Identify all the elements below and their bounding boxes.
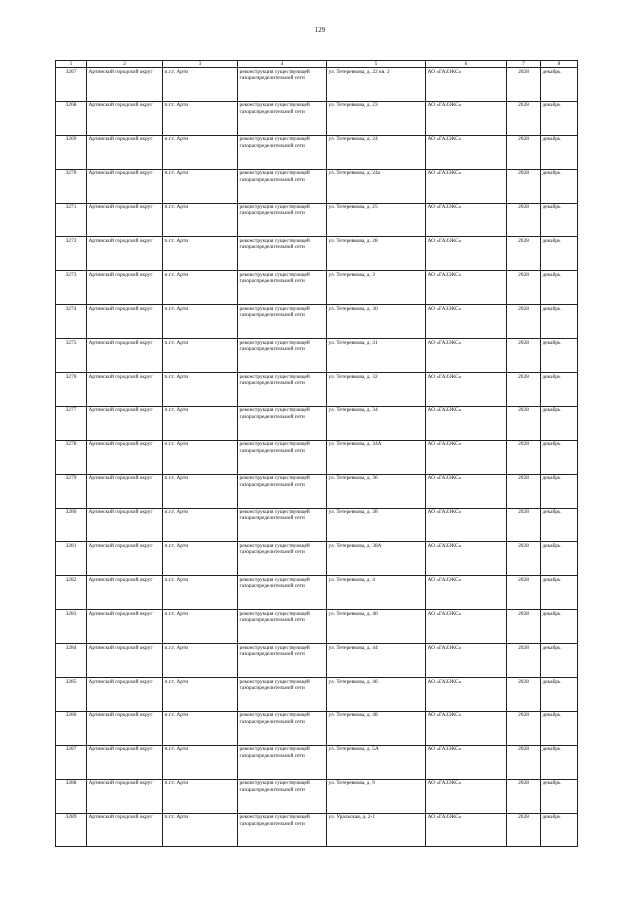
year-cell: 2028 bbox=[507, 779, 541, 813]
year-cell: 2028 bbox=[507, 68, 541, 102]
month-cell: декабрь bbox=[541, 305, 578, 339]
address-cell: ул. Тетеревкова, д. 3 bbox=[327, 271, 426, 305]
work-type-cell: реконструкция существующей газораспределительной сети bbox=[238, 169, 327, 203]
column-header: 1 bbox=[56, 61, 87, 68]
month-cell: декабрь bbox=[541, 542, 578, 576]
locality-cell: п.г.т. Арти bbox=[163, 339, 238, 373]
work-type-cell: реконструкция существующей газораспределительной сети bbox=[238, 779, 327, 813]
address-cell: ул. Тетеревкова, д. 4 bbox=[327, 576, 426, 610]
district-cell: Артинский городской округ bbox=[87, 644, 163, 678]
work-type-cell: реконструкция существующей газораспределительной сети bbox=[238, 576, 327, 610]
district-cell: Артинский городской округ bbox=[87, 169, 163, 203]
organization-cell: АО «ГАЗЭКС» bbox=[426, 576, 507, 610]
district-cell: Артинский городской округ bbox=[87, 711, 163, 745]
month-cell: декабрь bbox=[541, 813, 578, 847]
district-cell: Артинский городской округ bbox=[87, 339, 163, 373]
locality-cell: п.г.т. Арти bbox=[163, 68, 238, 102]
work-type-cell: реконструкция существующей газораспределительной сети bbox=[238, 406, 327, 440]
locality-cell: п.г.т. Арти bbox=[163, 813, 238, 847]
column-header: 3 bbox=[163, 61, 238, 68]
address-cell: ул. Тетеревкова, д. 28 bbox=[327, 237, 426, 271]
year-cell: 2028 bbox=[507, 203, 541, 237]
work-type-cell: реконструкция существующей газораспределительной сети bbox=[238, 711, 327, 745]
month-cell: декабрь bbox=[541, 711, 578, 745]
district-cell: Артинский городской округ bbox=[87, 678, 163, 712]
row-number-cell: 3275 bbox=[56, 339, 87, 373]
row-number-cell: 3287 bbox=[56, 745, 87, 779]
work-type-cell: реконструкция существующей газораспределительной сети bbox=[238, 237, 327, 271]
address-cell: ул. Тетеревкова, д. 38А bbox=[327, 542, 426, 576]
row-number-cell: 3288 bbox=[56, 779, 87, 813]
month-cell: декабрь bbox=[541, 373, 578, 407]
district-cell: Артинский городской округ bbox=[87, 271, 163, 305]
district-cell: Артинский городской округ bbox=[87, 203, 163, 237]
locality-cell: п.г.т. Арти bbox=[163, 644, 238, 678]
month-cell: декабрь bbox=[541, 474, 578, 508]
table-row bbox=[56, 813, 578, 847]
work-type-cell: реконструкция существующей газораспределительной сети bbox=[238, 271, 327, 305]
work-type-cell: реконструкция существующей газораспределительной сети bbox=[238, 508, 327, 542]
table-row bbox=[56, 440, 578, 474]
address-cell: ул. Тетеревкова, д. 22 кв. 2 bbox=[327, 68, 426, 102]
month-cell: декабрь bbox=[541, 678, 578, 712]
organization-cell: АО «ГАЗЭКС» bbox=[426, 305, 507, 339]
locality-cell: п.г.т. Арти bbox=[163, 440, 238, 474]
row-number-cell: 3274 bbox=[56, 305, 87, 339]
row-number-cell: 3289 bbox=[56, 813, 87, 847]
work-type-cell: реконструкция существующей газораспределительной сети bbox=[238, 678, 327, 712]
month-cell: декабрь bbox=[541, 169, 578, 203]
year-cell: 2028 bbox=[507, 169, 541, 203]
table-row bbox=[56, 339, 578, 373]
organization-cell: АО «ГАЗЭКС» bbox=[426, 745, 507, 779]
work-type-cell: реконструкция существующей газораспределительной сети bbox=[238, 474, 327, 508]
table-row bbox=[56, 542, 578, 576]
row-number-cell: 3272 bbox=[56, 237, 87, 271]
organization-cell: АО «ГАЗЭКС» bbox=[426, 339, 507, 373]
month-cell: декабрь bbox=[541, 745, 578, 779]
table-row bbox=[56, 135, 578, 169]
work-type-cell: реконструкция существующей газораспределительной сети bbox=[238, 440, 327, 474]
locality-cell: п.г.т. Арти bbox=[163, 101, 238, 135]
organization-cell: АО «ГАЗЭКС» bbox=[426, 440, 507, 474]
row-number-cell: 3279 bbox=[56, 474, 87, 508]
month-cell: декабрь bbox=[541, 440, 578, 474]
table-row bbox=[56, 406, 578, 440]
register-table bbox=[55, 60, 578, 847]
year-cell: 2028 bbox=[507, 406, 541, 440]
year-cell: 2028 bbox=[507, 576, 541, 610]
table-row bbox=[56, 474, 578, 508]
row-number-cell: 3269 bbox=[56, 135, 87, 169]
row-number-cell: 3270 bbox=[56, 169, 87, 203]
organization-cell: АО «ГАЗЭКС» bbox=[426, 101, 507, 135]
work-type-cell: реконструкция существующей газораспределительной сети bbox=[238, 339, 327, 373]
organization-cell: АО «ГАЗЭКС» bbox=[426, 711, 507, 745]
table-row bbox=[56, 237, 578, 271]
address-cell: ул. Тетеревкова, д. 32 bbox=[327, 373, 426, 407]
address-cell: ул. Тетеревкова, д. 48 bbox=[327, 711, 426, 745]
address-cell: ул. Тетеревкова, д. 38 bbox=[327, 508, 426, 542]
work-type-cell: реконструкция существующей газораспределительной сети bbox=[238, 745, 327, 779]
month-cell: декабрь bbox=[541, 610, 578, 644]
locality-cell: п.г.т. Арти bbox=[163, 745, 238, 779]
locality-cell: п.г.т. Арти bbox=[163, 610, 238, 644]
table-row bbox=[56, 779, 578, 813]
district-cell: Артинский городской округ bbox=[87, 745, 163, 779]
organization-cell: АО «ГАЗЭКС» bbox=[426, 203, 507, 237]
locality-cell: п.г.т. Арти bbox=[163, 678, 238, 712]
district-cell: Артинский городской округ bbox=[87, 68, 163, 102]
address-cell: ул. Тетеревкова, д. 9 bbox=[327, 779, 426, 813]
month-cell: декабрь bbox=[541, 406, 578, 440]
year-cell: 2028 bbox=[507, 711, 541, 745]
table-row bbox=[56, 644, 578, 678]
district-cell: Артинский городской округ bbox=[87, 779, 163, 813]
column-header: 4 bbox=[238, 61, 327, 68]
table-row bbox=[56, 678, 578, 712]
organization-cell: АО «ГАЗЭКС» bbox=[426, 474, 507, 508]
table-row bbox=[56, 508, 578, 542]
column-header: 5 bbox=[327, 61, 426, 68]
month-cell: декабрь bbox=[541, 644, 578, 678]
table-row bbox=[56, 305, 578, 339]
address-cell: ул. Тетеревкова, д. 24 bbox=[327, 135, 426, 169]
address-cell: ул. Тетеревкова, д. 36 bbox=[327, 474, 426, 508]
locality-cell: п.г.т. Арти bbox=[163, 373, 238, 407]
address-cell: ул. Тетеревкова, д. 34А bbox=[327, 440, 426, 474]
year-cell: 2028 bbox=[507, 678, 541, 712]
organization-cell: АО «ГАЗЭКС» bbox=[426, 542, 507, 576]
month-cell: декабрь bbox=[541, 508, 578, 542]
locality-cell: п.г.т. Арти bbox=[163, 203, 238, 237]
locality-cell: п.г.т. Арти bbox=[163, 508, 238, 542]
district-cell: Артинский городской округ bbox=[87, 440, 163, 474]
year-cell: 2028 bbox=[507, 271, 541, 305]
month-cell: декабрь bbox=[541, 135, 578, 169]
locality-cell: п.г.т. Арти bbox=[163, 542, 238, 576]
table-row bbox=[56, 373, 578, 407]
organization-cell: АО «ГАЗЭКС» bbox=[426, 169, 507, 203]
organization-cell: АО «ГАЗЭКС» bbox=[426, 779, 507, 813]
organization-cell: АО «ГАЗЭКС» bbox=[426, 68, 507, 102]
organization-cell: АО «ГАЗЭКС» bbox=[426, 813, 507, 847]
column-header: 7 bbox=[507, 61, 541, 68]
locality-cell: п.г.т. Арти bbox=[163, 271, 238, 305]
table-row bbox=[56, 203, 578, 237]
column-header: 8 bbox=[541, 61, 578, 68]
year-cell: 2028 bbox=[507, 474, 541, 508]
table-row bbox=[56, 745, 578, 779]
address-cell: ул. Тетеревкова, д. 44 bbox=[327, 644, 426, 678]
district-cell: Артинский городской округ bbox=[87, 406, 163, 440]
work-type-cell: реконструкция существующей газораспределительной сети bbox=[238, 813, 327, 847]
address-cell: ул. Тетеревкова, д. 34 bbox=[327, 406, 426, 440]
address-cell: ул. Тетеревкова, д. 23 bbox=[327, 101, 426, 135]
year-cell: 2028 bbox=[507, 440, 541, 474]
row-number-cell: 3284 bbox=[56, 644, 87, 678]
row-number-cell: 3267 bbox=[56, 68, 87, 102]
locality-cell: п.г.т. Арти bbox=[163, 135, 238, 169]
locality-cell: п.г.т. Арти bbox=[163, 779, 238, 813]
table-body bbox=[56, 68, 578, 847]
work-type-cell: реконструкция существующей газораспределительной сети bbox=[238, 305, 327, 339]
district-cell: Артинский городской округ bbox=[87, 373, 163, 407]
year-cell: 2028 bbox=[507, 305, 541, 339]
locality-cell: п.г.т. Арти bbox=[163, 237, 238, 271]
month-cell: декабрь bbox=[541, 271, 578, 305]
table-row bbox=[56, 68, 578, 102]
address-cell: ул. Тетеревкова, д. 40 bbox=[327, 610, 426, 644]
year-cell: 2028 bbox=[507, 101, 541, 135]
month-cell: декабрь bbox=[541, 339, 578, 373]
work-type-cell: реконструкция существующей газораспределительной сети bbox=[238, 373, 327, 407]
month-cell: декабрь bbox=[541, 237, 578, 271]
table-row bbox=[56, 169, 578, 203]
month-cell: декабрь bbox=[541, 576, 578, 610]
table-header bbox=[56, 61, 578, 68]
year-cell: 2028 bbox=[507, 339, 541, 373]
table-row bbox=[56, 271, 578, 305]
locality-cell: п.г.т. Арти bbox=[163, 406, 238, 440]
row-number-cell: 3273 bbox=[56, 271, 87, 305]
row-number-cell: 3283 bbox=[56, 610, 87, 644]
district-cell: Артинский городской округ bbox=[87, 237, 163, 271]
work-type-cell: реконструкция существующей газораспределительной сети bbox=[238, 68, 327, 102]
work-type-cell: реконструкция существующей газораспределительной сети bbox=[238, 135, 327, 169]
work-type-cell: реконструкция существующей газораспределительной сети bbox=[238, 610, 327, 644]
year-cell: 2028 bbox=[507, 135, 541, 169]
month-cell: декабрь bbox=[541, 68, 578, 102]
locality-cell: п.г.т. Арти bbox=[163, 169, 238, 203]
organization-cell: АО «ГАЗЭКС» bbox=[426, 271, 507, 305]
address-cell: ул. Уральская, д. 2-1 bbox=[327, 813, 426, 847]
table-row bbox=[56, 711, 578, 745]
year-cell: 2028 bbox=[507, 508, 541, 542]
district-cell: Артинский городской округ bbox=[87, 813, 163, 847]
organization-cell: АО «ГАЗЭКС» bbox=[426, 406, 507, 440]
row-number-cell: 3282 bbox=[56, 576, 87, 610]
table-row bbox=[56, 101, 578, 135]
district-cell: Артинский городской округ bbox=[87, 305, 163, 339]
page-number: 129 bbox=[314, 26, 326, 34]
district-cell: Артинский городской округ bbox=[87, 101, 163, 135]
work-type-cell: реконструкция существующей газораспределительной сети bbox=[238, 542, 327, 576]
district-cell: Артинский городской округ bbox=[87, 508, 163, 542]
column-header: 6 bbox=[426, 61, 507, 68]
work-type-cell: реконструкция существующей газораспределительной сети bbox=[238, 203, 327, 237]
year-cell: 2028 bbox=[507, 813, 541, 847]
table-row bbox=[56, 610, 578, 644]
year-cell: 2028 bbox=[507, 745, 541, 779]
address-cell: ул. Тетеревкова, д. 30 bbox=[327, 305, 426, 339]
locality-cell: п.г.т. Арти bbox=[163, 576, 238, 610]
row-number-cell: 3277 bbox=[56, 406, 87, 440]
row-number-cell: 3286 bbox=[56, 711, 87, 745]
month-cell: декабрь bbox=[541, 203, 578, 237]
organization-cell: АО «ГАЗЭКС» bbox=[426, 135, 507, 169]
year-cell: 2028 bbox=[507, 644, 541, 678]
address-cell: ул. Тетеревкова, д. 24а bbox=[327, 169, 426, 203]
year-cell: 2028 bbox=[507, 542, 541, 576]
work-type-cell: реконструкция существующей газораспределительной сети bbox=[238, 644, 327, 678]
organization-cell: АО «ГАЗЭКС» bbox=[426, 678, 507, 712]
row-number-cell: 3280 bbox=[56, 508, 87, 542]
organization-cell: АО «ГАЗЭКС» bbox=[426, 644, 507, 678]
row-number-cell: 3278 bbox=[56, 440, 87, 474]
work-type-cell: реконструкция существующей газораспределительной сети bbox=[238, 101, 327, 135]
district-cell: Артинский городской округ bbox=[87, 135, 163, 169]
year-cell: 2028 bbox=[507, 237, 541, 271]
address-cell: ул. Тетеревкова, д. 46 bbox=[327, 678, 426, 712]
organization-cell: АО «ГАЗЭКС» bbox=[426, 610, 507, 644]
district-cell: Артинский городской округ bbox=[87, 474, 163, 508]
organization-cell: АО «ГАЗЭКС» bbox=[426, 373, 507, 407]
locality-cell: п.г.т. Арти bbox=[163, 711, 238, 745]
district-cell: Артинский городской округ bbox=[87, 576, 163, 610]
row-number-cell: 3271 bbox=[56, 203, 87, 237]
row-number-cell: 3268 bbox=[56, 101, 87, 135]
district-cell: Артинский городской округ bbox=[87, 542, 163, 576]
column-number-row bbox=[56, 61, 578, 68]
locality-cell: п.г.т. Арти bbox=[163, 305, 238, 339]
table-row bbox=[56, 576, 578, 610]
address-cell: ул. Тетеревкова, д. 31 bbox=[327, 339, 426, 373]
row-number-cell: 3276 bbox=[56, 373, 87, 407]
column-header: 2 bbox=[87, 61, 163, 68]
row-number-cell: 3285 bbox=[56, 678, 87, 712]
district-cell: Артинский городской округ bbox=[87, 610, 163, 644]
row-number-cell: 3281 bbox=[56, 542, 87, 576]
organization-cell: АО «ГАЗЭКС» bbox=[426, 237, 507, 271]
month-cell: декабрь bbox=[541, 779, 578, 813]
locality-cell: п.г.т. Арти bbox=[163, 474, 238, 508]
month-cell: декабрь bbox=[541, 101, 578, 135]
year-cell: 2028 bbox=[507, 610, 541, 644]
address-cell: ул. Тетеревкова, д. 25 bbox=[327, 203, 426, 237]
address-cell: ул. Тетеревкова, д. 5А bbox=[327, 745, 426, 779]
organization-cell: АО «ГАЗЭКС» bbox=[426, 508, 507, 542]
year-cell: 2028 bbox=[507, 373, 541, 407]
